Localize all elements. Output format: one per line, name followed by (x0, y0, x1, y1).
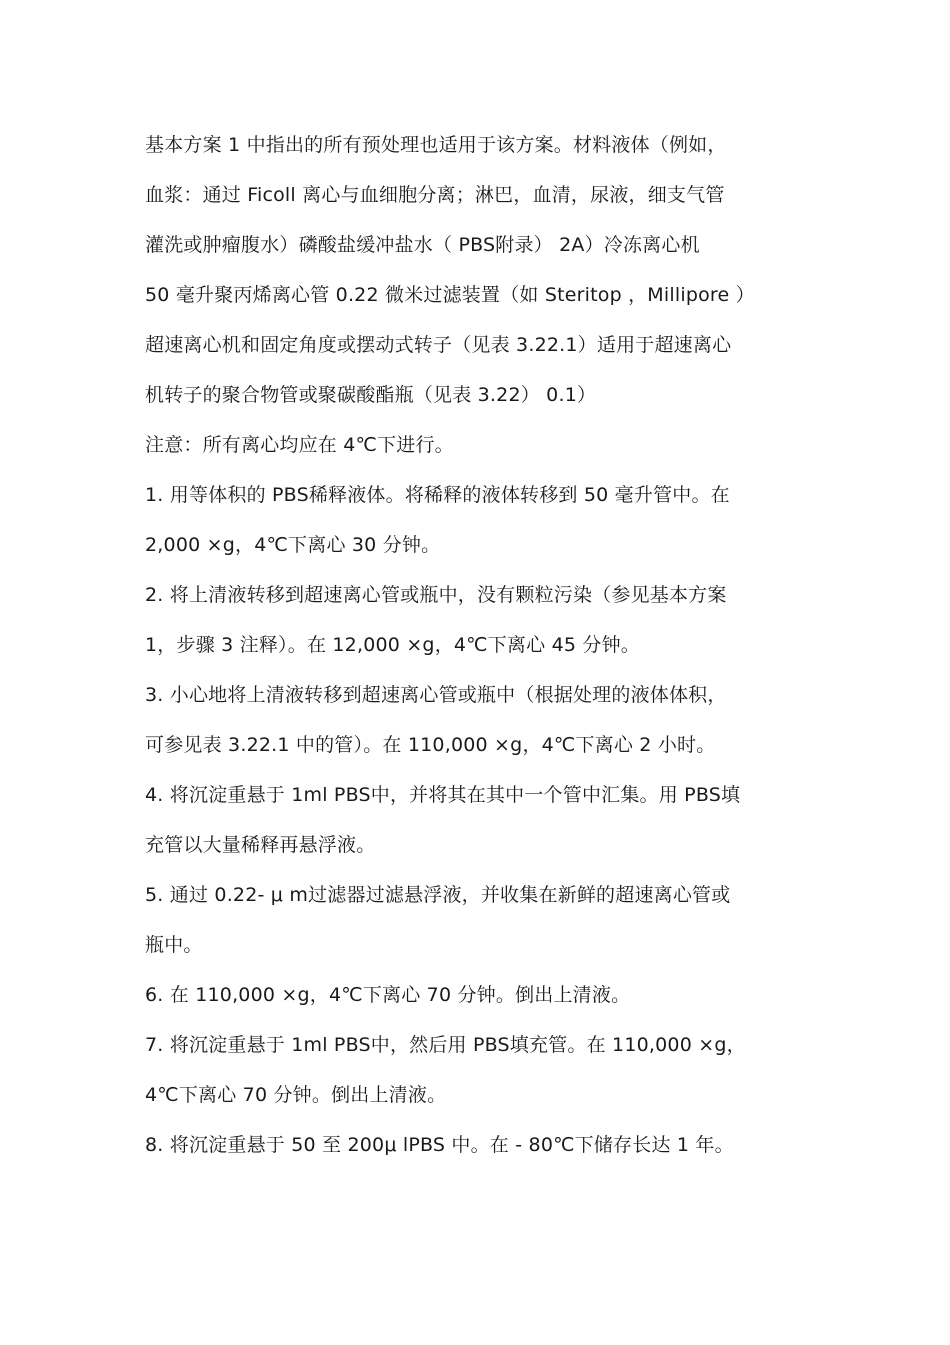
step-5-line: 5. 通过 0.22- μ m过滤器过滤悬浮液，并收集在新鲜的超速离心管或 (145, 884, 731, 906)
step-8-line: 8. 将沉淀重悬于 50 至 200μ lPBS 中。在 - 80℃下储存长达 1 年。 (145, 1134, 734, 1156)
text-line: 灌洗或肿瘤腹水）磷酸盐缓冲盐水（ PBS附录） 2A）冷冻离心机 (145, 234, 700, 256)
note-line: 注意：所有离心均应在 4℃下进行。 (145, 434, 454, 456)
text-line: 50 毫升聚丙烯离心管 0.22 微米过滤装置（如 Steritop ，Millipore ） (145, 284, 755, 306)
step-3-line: 可参见表 3.22.1 中的管）。在 110,000 ×g，4℃下离心 2 小时。 (145, 734, 716, 756)
step-7-line: 4℃下离心 70 分钟。倒出上清液。 (145, 1084, 447, 1106)
text-line: 基本方案 1 中指出的所有预处理也适用于该方案。材料液体（例如， (145, 134, 727, 156)
step-1-line: 1. 用等体积的 PBS稀释液体。将稀释的液体转移到 50 毫升管中。在 (145, 484, 730, 506)
step-2-line: 1，步骤 3 注释）。在 12,000 ×g，4℃下离心 45 分钟。 (145, 634, 640, 656)
step-2-line: 2. 将上清液转移到超速离心管或瓶中，没有颗粒污染（参见基本方案 (145, 584, 727, 606)
step-6-line: 6. 在 110,000 ×g，4℃下离心 70 分钟。倒出上清液。 (145, 984, 631, 1006)
step-4-line: 充管以大量稀释再悬浮液。 (145, 834, 376, 856)
step-1-line: 2,000 ×g，4℃下离心 30 分钟。 (145, 534, 441, 556)
text-line: 血浆：通过 Ficoll 离心与血细胞分离；淋巴，血清，尿液，细支气管 (145, 184, 725, 206)
step-5-line: 瓶中。 (145, 934, 203, 956)
step-3-line: 3. 小心地将上清液转移到超速离心管或瓶中（根据处理的液体体积， (145, 684, 727, 706)
step-7-line: 7. 将沉淀重悬于 1ml PBS中，然后用 PBS填充管。在 110,000 ×g， (145, 1034, 746, 1056)
text-line: 机转子的聚合物管或聚碳酸酯瓶（见表 3.22） 0.1） (145, 384, 597, 406)
text-line: 超速离心机和固定角度或摆动式转子（见表 3.22.1）适用于超速离心 (145, 334, 732, 356)
document-body (145, 120, 815, 1170)
step-4-line: 4. 将沉淀重悬于 1ml PBS中，并将其在其中一个管中汇集。用 PBS填 (145, 784, 741, 806)
